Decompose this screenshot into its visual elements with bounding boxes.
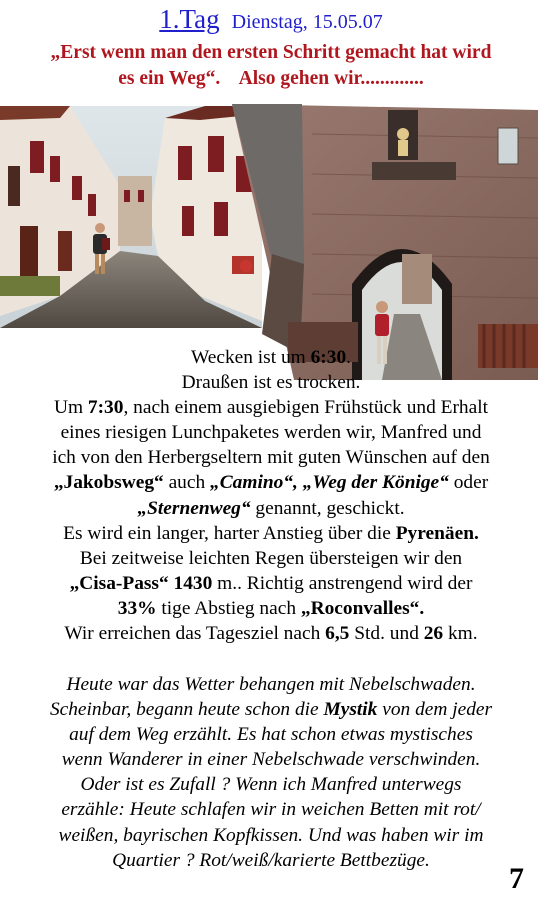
descent-percent: 33%: [117, 597, 157, 619]
descent-text: tige Abstieg nach: [156, 597, 301, 619]
tail-line-7: weißen, bayrischen Kopfkissen. Und was haben wir im: [58, 824, 484, 846]
village-street-photo: [0, 106, 262, 328]
wake-text: Wecken ist um: [190, 347, 311, 368]
breakfast-line: [0, 395, 542, 420]
mystik-suffix: von dem jeder: [377, 699, 493, 721]
cisa-rest-text: m.. Richtig anstrengend wird der: [212, 572, 473, 594]
um-text: Um: [53, 397, 88, 419]
weg-der-koenige-label: „Weg der Könige“: [302, 472, 449, 494]
weather-line: Heute war das Wetter behangen mit Nebelschwaden.: [66, 674, 476, 695]
jakobsweg-label: „Jakobsweg“: [53, 472, 164, 494]
lunch-line: eines riesigen Lunchpaketes werden wir, Manfred und: [60, 422, 482, 444]
cisa-line: [0, 571, 542, 596]
sternenweg-line: [0, 496, 542, 521]
date-label: Dienstag, 15.05.07: [231, 11, 383, 33]
cisa-pass-label: „Cisa-Pass“ 1430: [69, 572, 213, 594]
diary-italic-text: [0, 672, 542, 873]
roncesvalles-label: „Roconvalles“.: [300, 597, 425, 619]
hosts-line: ich von den Herbergseltern mit guten Wünschen auf den: [52, 447, 490, 469]
hours-value: 6,5: [325, 623, 350, 645]
breakfast-text: , nach einem ausgiebigen Frühstück und Erhalt: [123, 397, 489, 419]
auch-text: auch: [163, 472, 211, 494]
tail-line-5: Oder ist es Zufall ? Wenn ich Manfred unterwegs: [80, 774, 462, 796]
descent-line: [0, 596, 542, 621]
start-time: 7:30: [87, 397, 124, 419]
diary-main-text: [0, 345, 542, 646]
pyrenaeen-label: Pyrenäen.: [395, 522, 479, 544]
wake-suffix: .: [346, 347, 351, 368]
wake-time: 6:30: [310, 347, 347, 368]
ascent-text: Es wird ein langer, harter Anstieg über die: [63, 522, 396, 544]
geschickt-text: genannt, geschickt.: [250, 497, 405, 519]
page-header: [0, 4, 542, 35]
day-title: 1.Tag: [159, 4, 220, 34]
rain-line: Bei zeitweise leichten Regen übersteigen wir den: [79, 547, 463, 569]
dry-line: Draußen ist es trocken.: [181, 372, 361, 394]
destination-line: [0, 621, 542, 646]
mystik-word: Mystik: [323, 699, 378, 721]
tail-line-8: Quartier ? Rot/weiß/karierte Bettbezüge.: [112, 849, 430, 871]
mystik-prefix: Scheinbar, begann heute schon die: [49, 699, 324, 721]
tail-line-6: erzähle: Heute schlafen wir in weichen Betten mit rot/: [61, 799, 481, 821]
mystik-line: [0, 697, 542, 722]
tail-line-3: auf dem Weg erzählt. Es hat schon etwas mystisches: [69, 724, 473, 746]
km-value: 26: [423, 623, 444, 645]
camino-label: „Camino“,: [210, 472, 298, 494]
destination-text: Wir erreichen das Tagesziel nach: [64, 623, 326, 645]
motto-line-1: „Erst wenn man den ersten Schritt gemacht hat wird: [50, 42, 492, 63]
ascent-line: [0, 521, 542, 546]
tail-line-4: wenn Wanderer in einer Nebelschwade verschwinden.: [61, 749, 481, 771]
hours-unit: Std. und: [349, 623, 424, 645]
way-names-line: [0, 470, 542, 495]
km-unit: km.: [443, 623, 478, 645]
sternenweg-label: „Sternenweg“: [137, 497, 251, 519]
wake-line: [0, 345, 542, 370]
page-number: 7: [509, 862, 524, 895]
oder-text: oder: [448, 472, 489, 494]
motto-line-2: es ein Weg“. Also gehen wir.............: [118, 68, 424, 89]
motto-quote: [0, 40, 542, 92]
stone-gate-photo: [232, 104, 538, 380]
